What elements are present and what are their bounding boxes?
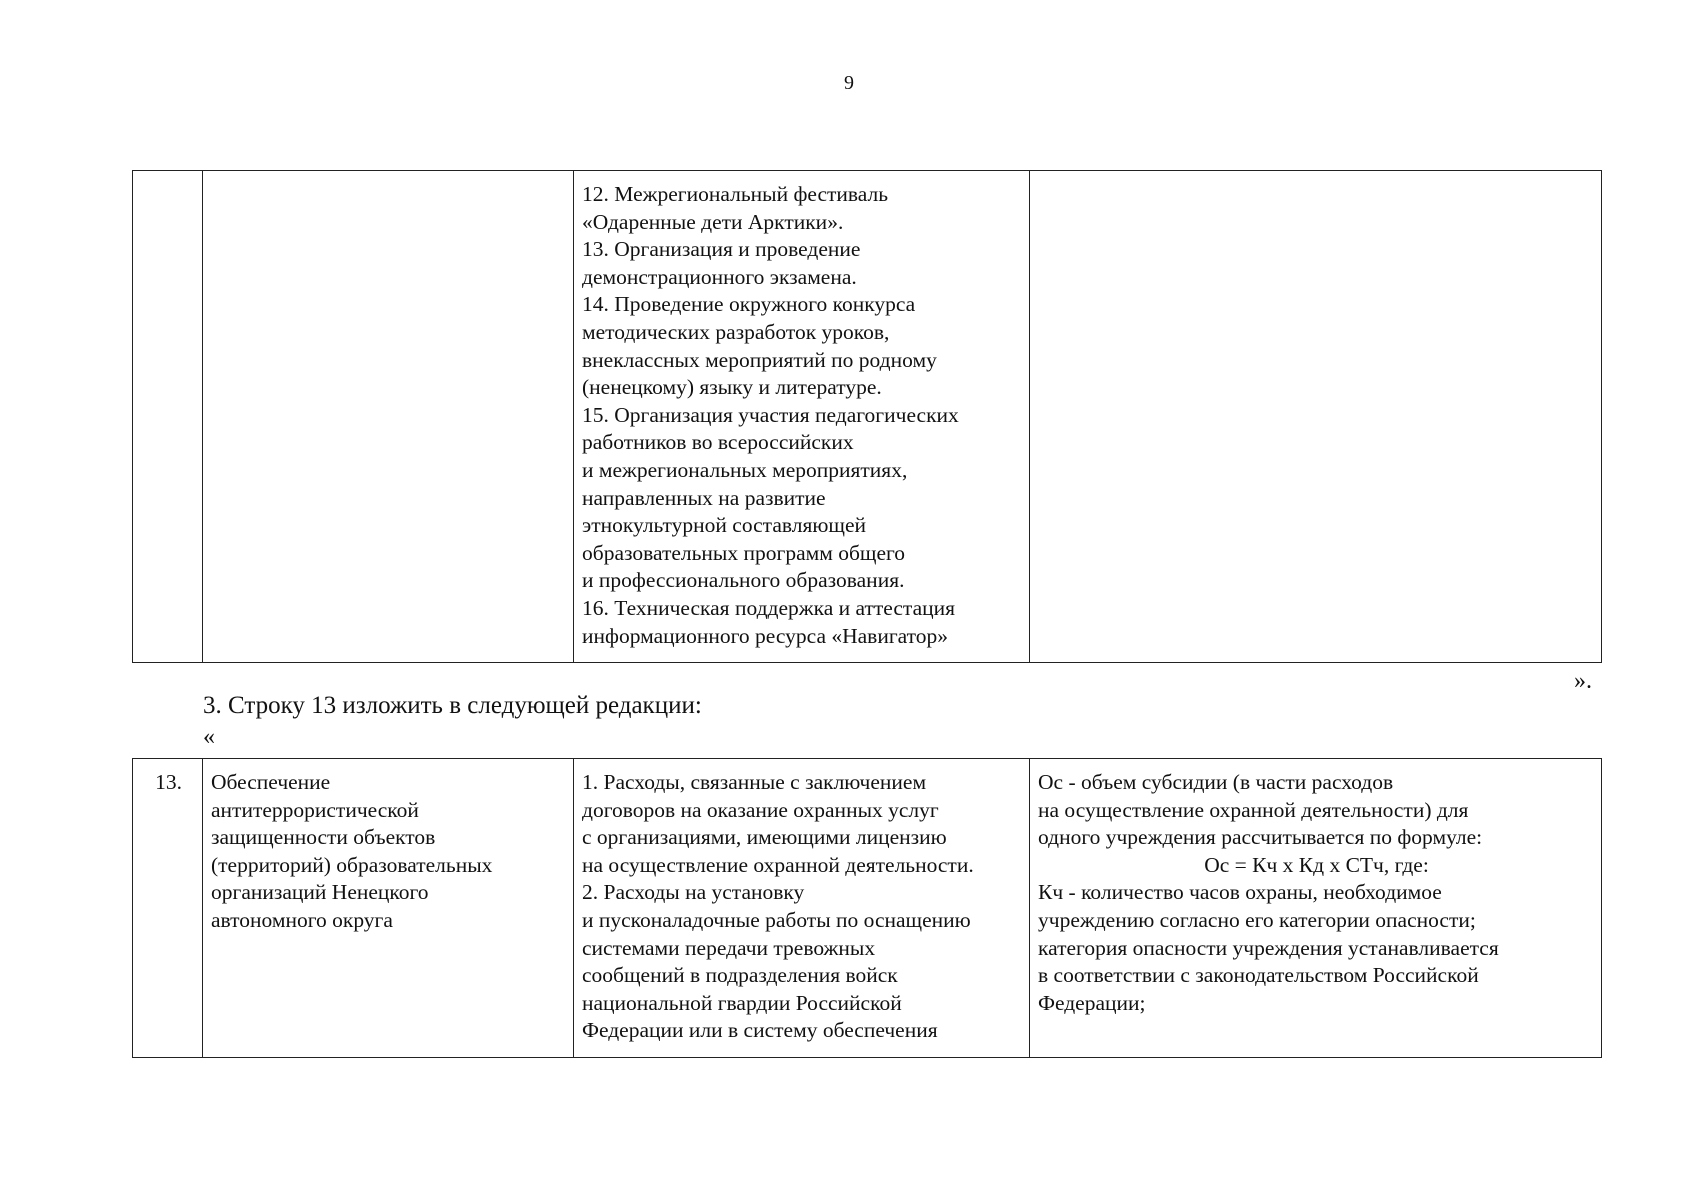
table-row (133, 759, 1602, 1058)
instruction-text: 3. Строку 13 изложить в следующей редакции: (203, 692, 702, 719)
formula-intro: Ос - объем субсидии (в части расходов на осуществление охранной деятельности) для одного учреждения рассчитывается по формуле: (1038, 770, 1483, 850)
closing-quote: ». (1574, 668, 1592, 694)
cell-row-number (133, 171, 203, 663)
cell-direction-name: Обеспечение антитеррористической защищенности объектов (территорий) образовательных организаций Ненецкого автономного округа (203, 759, 574, 1058)
cell-direction-name (203, 171, 574, 663)
page-number: 9 (844, 72, 854, 94)
table-row (133, 171, 1602, 663)
cell-expense-items: 12. Межрегиональный фестиваль «Одаренные дети Арктики». 13. Организация и проведение демонстрационного экзамена. 14. Проведение окружного конкурса методических разработок уроков, внеклассных мероприятий по родному (ненецкому) языку и литературе. 15. Организация участия педагогических работников во всероссийских и межрегиональных мероприятиях, направленных на развитие этнокультурной составляющей образовательных программ общего и профессионального образования. 16. Техническая поддержка и аттестация информационного ресурса «Навигатор» (574, 171, 1030, 663)
table-continuation (132, 170, 1602, 663)
cell-row-number: 13. (133, 759, 203, 1058)
formula-expression: Ос = Кч х Кд х СТч, где: (1204, 852, 1429, 877)
cell-expense-items: 1. Расходы, связанные с заключением договоров на оказание охранных услуг с организациями, имеющими лицензию на осуществление охранной деятельности. 2. Расходы на установку и пусконаладочные работы по оснащению системами передачи тревожных сообщений в подразделения войск национальной гвардии Российской Федерации или в систему обеспечения (574, 759, 1030, 1058)
table-row-13 (132, 758, 1602, 1058)
opening-quote: « (203, 724, 215, 750)
cell-formula (1030, 171, 1602, 663)
formula-definitions: Кч - количество часов охраны, необходимое учреждению согласно его категории опасности; категория опасности учреждения устанавливается в соответствии с законодательством Российской Федерации; (1038, 880, 1499, 1015)
cell-formula (1030, 759, 1602, 1058)
